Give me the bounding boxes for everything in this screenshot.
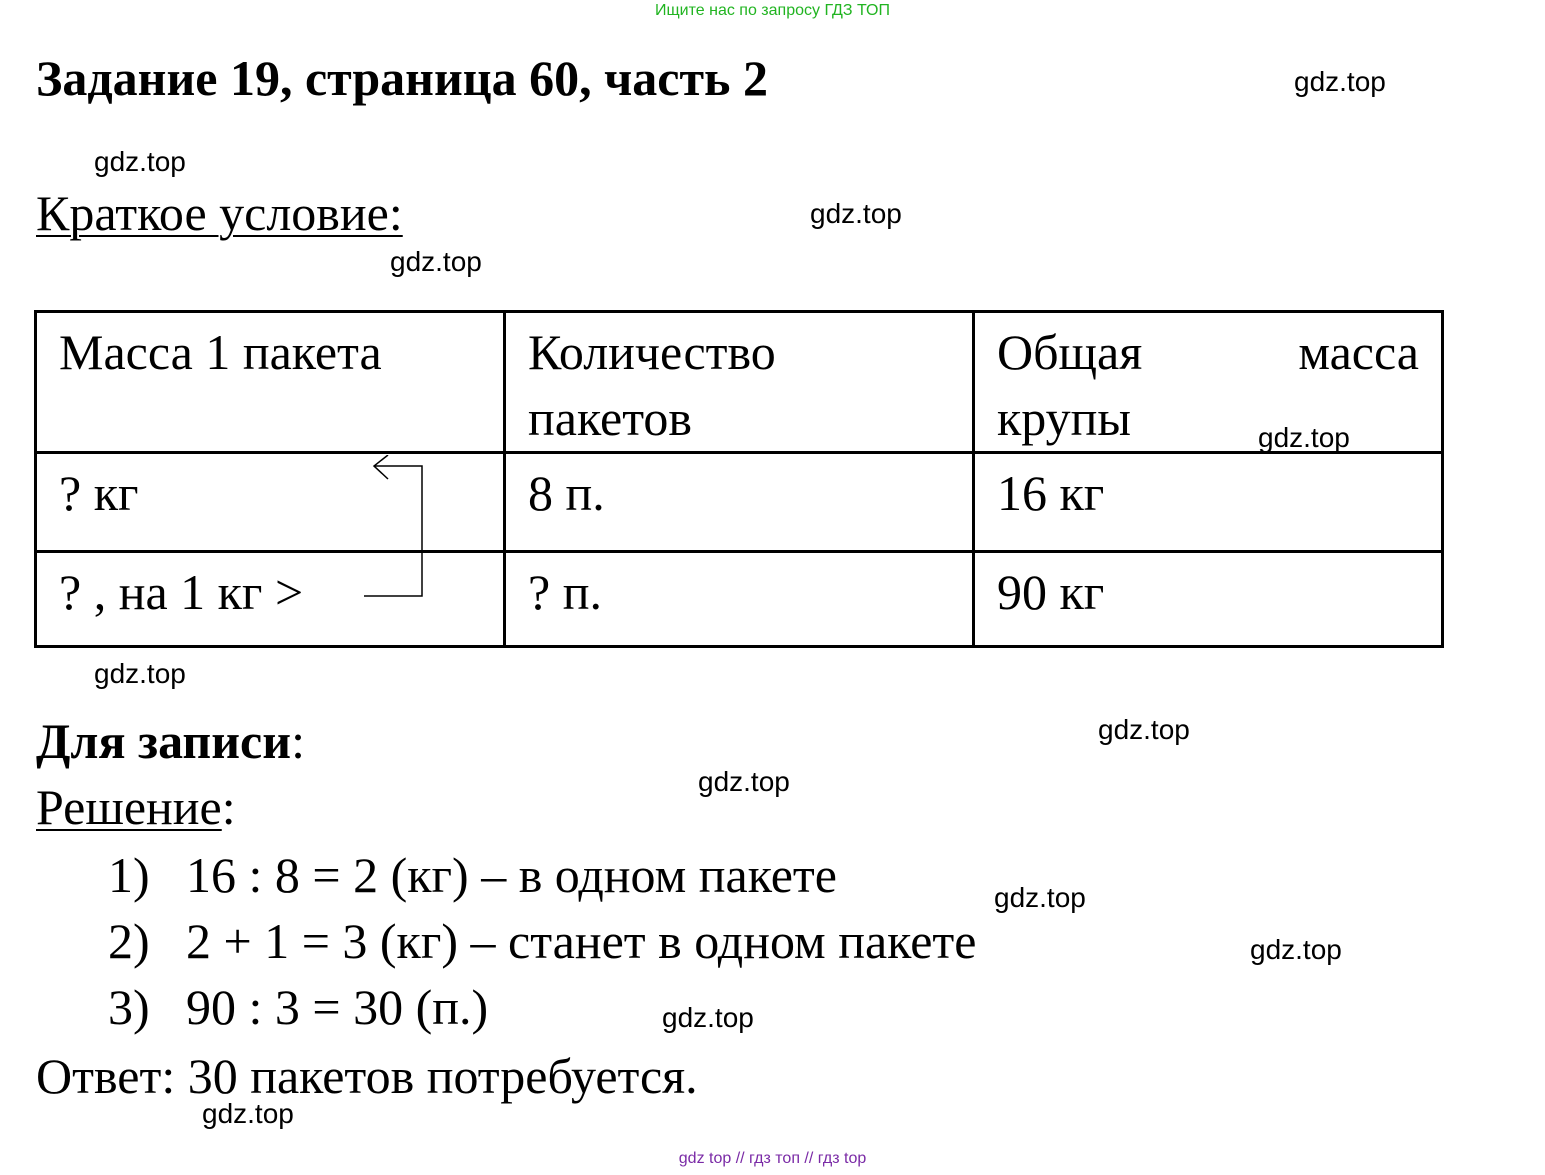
answer: Ответ: 30 пакетов потребуется. bbox=[36, 1048, 698, 1104]
solution-step: 1) 16 : 8 = 2 (кг) – в одном пакете bbox=[108, 847, 837, 903]
watermark: gdz.top bbox=[1294, 66, 1386, 97]
header-packet-count: Количество пакетов bbox=[505, 312, 974, 453]
table-cell: 8 п. bbox=[505, 453, 974, 552]
solution-step: 2) 2 + 1 = 3 (кг) – станет в одном пакете bbox=[108, 913, 977, 969]
watermark: gdz.top bbox=[1250, 934, 1342, 965]
watermark: gdz.top bbox=[94, 146, 186, 177]
watermark: gdz.top bbox=[202, 1098, 294, 1129]
watermark: gdz.top bbox=[390, 246, 482, 277]
table-cell: ? п. bbox=[505, 552, 974, 647]
watermark: gdz.top bbox=[1098, 714, 1190, 745]
table-cell: ? , на 1 кг > bbox=[36, 552, 505, 647]
solution-steps bbox=[108, 842, 976, 1040]
table-cell: 16 кг bbox=[974, 453, 1443, 552]
watermark: gdz.top bbox=[1258, 422, 1350, 453]
header-mass-one-packet: Масса 1 пакета bbox=[36, 312, 505, 453]
page-title: Задание 19, страница 60, часть 2 bbox=[36, 50, 768, 106]
top-banner[interactable]: Ищите нас по запросу ГДЗ ТОП bbox=[655, 2, 890, 19]
table-cell: ? кг bbox=[36, 453, 505, 552]
bottom-banner-links[interactable]: gdz top // гдз топ // гдз top bbox=[678, 1150, 867, 1167]
watermark: gdz.top bbox=[94, 658, 186, 689]
for-record-heading: Для записи: bbox=[36, 713, 305, 769]
table-cell: 90 кг bbox=[974, 552, 1443, 647]
solution-step: 3) 90 : 3 = 30 (п.) bbox=[108, 979, 489, 1035]
header-total-mass: Общая масса крупы bbox=[974, 312, 1443, 453]
condition-table bbox=[34, 310, 1444, 648]
watermark: gdz.top bbox=[698, 766, 790, 797]
brief-condition-heading: Краткое условие: bbox=[36, 185, 403, 241]
solution-heading: Решение: bbox=[36, 779, 236, 835]
comparison-arrow-icon bbox=[360, 455, 430, 605]
watermark: gdz.top bbox=[810, 198, 902, 229]
watermark: gdz.top bbox=[994, 882, 1086, 913]
watermark: gdz.top bbox=[662, 1002, 754, 1033]
